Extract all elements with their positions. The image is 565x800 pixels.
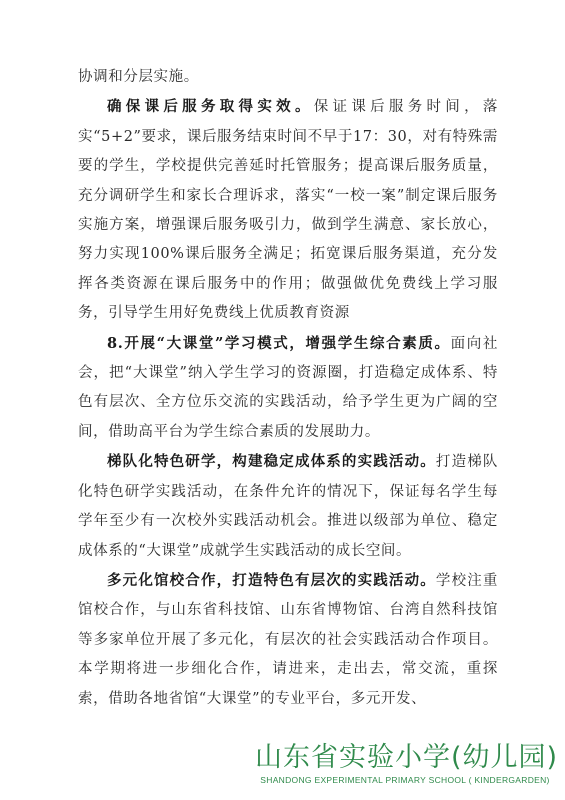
school-brand-footer <box>255 742 559 786</box>
paragraph-text: 协调和分层实施。 <box>78 69 199 85</box>
school-name-english: SHANDONG EXPERIMENTAL PRIMARY SCHOOL ( KINDERGARDEN) <box>260 775 550 785</box>
paragraph-text: 面向社会，把“大课堂”纳入学生学习的资源圈，打造稳定成体系、特色有层次、全方位乐交流的实践活动，给予学生更为广阔的空间，借助高平台为学生综合素质的发展助力。 <box>78 335 498 440</box>
paragraph-lead: 梯队化特色研学，构建稳定成体系的实践活动。 <box>107 453 436 471</box>
document-body <box>78 62 498 714</box>
paragraph-text: 保证课后服务时间，落实“5+2”要求，课后服务结束时间不早于17：30，对有特殊需要的学生，学校提供完善延时托管服务；提高课后服务质量，充分调研学生和家长合理诉求，落实“一校一案”制定课后服务实施方案，增强课后服务吸引力，做到学生满意、家长放心，努力实现100%课后服务全满足；拓宽课后服务渠道，充分发挥各类资源在课后服务中的作用；做强做优免费线上学习服务，引导学生用好免费线上优质教育资源 <box>78 99 498 322</box>
paragraph-text: 学校注重馆校合作，与山东省科技馆、山东省博物馆、台湾自然科技馆等多家单位开展了多元化，有层次的社会实践活动合作项目。本学期将进一步细化合作，请进来，走出去，常交流，重探索，借助各地省馆“大课堂”的专业平台，多元开发、 <box>78 572 498 707</box>
paragraph-continuation <box>78 62 498 92</box>
paragraph-lead: 8.开展“大课堂”学习模式，增强学生综合素质。 <box>107 334 451 352</box>
paragraph-text: 打造梯队化特色研学实践活动，在条件允许的情况下，保证每名学生每学年至少有一次校外实践活动机会。推进以级部为单位、稳定成体系的“大课堂”成就学生实践活动的成长空间。 <box>78 454 498 559</box>
school-name-chinese: 山东省实验小学(幼儿园) <box>255 742 559 773</box>
paragraph-big-classroom <box>78 329 498 448</box>
paragraph-lead: 确保课后服务取得实效。 <box>107 98 314 116</box>
paragraph-museum-cooperation <box>78 566 498 714</box>
paragraph-after-school-service <box>78 92 498 328</box>
paragraph-lead: 多元化馆校合作，打造特色有层次的实践活动。 <box>107 571 436 589</box>
paragraph-study-tour <box>78 447 498 566</box>
